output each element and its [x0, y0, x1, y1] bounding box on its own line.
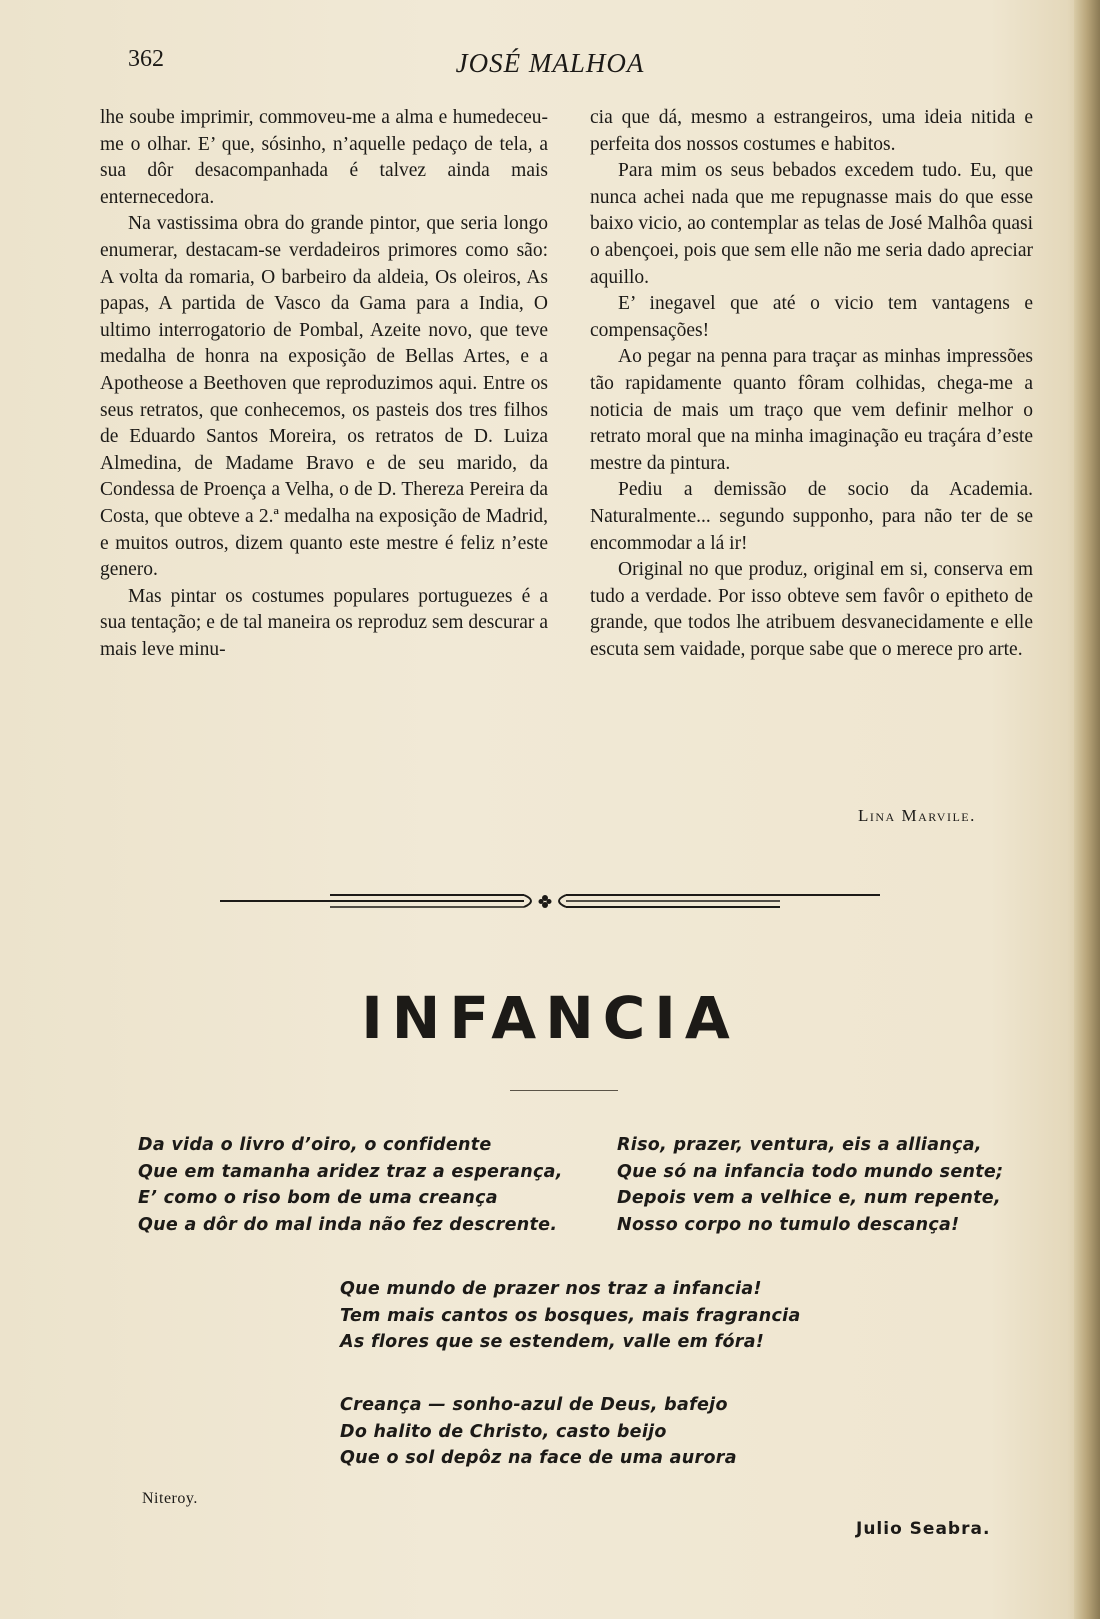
paragraph: Na vastissima obra do grande pintor, que seria longo enumerar, destacam-se verdadeiros primores como são: A volta da romaria, O barbeiro da aldeia, Os oleiros, As papas, A partida de Vasco da Gama para a India, O ultimo interrogatorio de Pombal, Azeite novo, que teve medalha de honra na exposição de Bellas Artes, e a Apotheose a Beethoven que reproduzimos aqui. Entre os seus retratos, que conhecemos, os pasteis dos tres filhos de Eduardo Santos Moreira, os retratos de D. Luiza Almedina, de Madame Bravo e de seu marido, da Condessa de Proença a Velha, o de D. Thereza Pereira da Costa, que obteve a 2.ª medalha na exposição de Madrid, e muitos outros, dizem quanto este mestre é feliz n’este genero.: [100, 213, 548, 581]
poem-line: As flores que se estendem, valle em fóra!: [340, 1332, 765, 1352]
poem-line: Creança — sonho-azul de Deus, bafejo: [340, 1395, 728, 1415]
poem-line: Que a dôr do mal inda não fez descrente.: [138, 1214, 558, 1235]
poem-line: E’ como o riso bom de uma creança: [138, 1188, 498, 1208]
poem-title: INFANCIA: [361, 984, 739, 1052]
paragraph: Original no que produz, original em si, conserva em tudo a verdade. Por isso obteve sem favôr o epitheto de grande, que todos lhe atribuem desvanecidamente e elle escuta sem vaidade, porque sabe que o merece pro arte.: [590, 559, 1033, 660]
poem-line: Do halito de Christo, casto beijo: [340, 1421, 667, 1442]
paragraph: Pediu a demissão de socio da Academia. Naturalmente... segundo supponho, para não ter de se encommodar a lá ir!: [590, 479, 1033, 554]
poem-line: Da vida o livro d’oiro, o confidente: [138, 1135, 492, 1155]
decorative-divider-icon: [220, 890, 910, 914]
poem-line: Que só na infancia todo mundo sente;: [617, 1161, 1004, 1182]
poem-stanza: [138, 1132, 563, 1238]
paragraph: lhe soube imprimir, commoveu-me a alma e humedeceu-me o olhar. E’ que, sósinho, n’aquelle pedaço de tela, a sua dôr desacompanhada é talvez ainda mais enternecedora.: [100, 107, 548, 208]
poem-author: Julio Seabra.: [856, 1519, 991, 1539]
article-left-column: [100, 105, 548, 663]
poem-line: Tem mais cantos os bosques, mais fragrancia: [340, 1305, 801, 1326]
book-spine-edge: [1074, 0, 1100, 1619]
paragraph: cia que dá, mesmo a estrangeiros, uma ideia nitida e perfeita dos nossos costumes e habitos.: [590, 107, 1033, 155]
article-signature: Lina Marvile.: [858, 806, 976, 825]
page-number: 362: [128, 46, 164, 72]
poem-stanza: [617, 1132, 1003, 1238]
paragraph: Mas pintar os costumes populares portuguezes é a sua tentação; e de tal maneira os reproduz sem descurar a mais leve minu-: [100, 585, 548, 660]
poem-stanza: [340, 1392, 737, 1472]
poem-line: Riso, prazer, ventura, eis a alliança,: [617, 1135, 982, 1155]
poem-stanza: [340, 1276, 801, 1356]
running-head: JOSÉ MALHOA: [455, 48, 645, 78]
poem-line: Que o sol depôz na face de uma aurora: [340, 1448, 737, 1468]
poem-line: Que mundo de prazer nos traz a infancia!: [340, 1279, 762, 1299]
paragraph: Ao pegar na penna para traçar as minhas impressões tão rapidamente quanto fôram colhidas, chega-me a noticia de mais um traço que vem definir melhor o retrato moral que na minha imaginação eu traçára d’este mestre da pintura.: [590, 346, 1033, 474]
poem-line: Depois vem a velhice e, num repente,: [617, 1188, 1001, 1208]
poem-line: Que em tamanha aridez traz a esperança,: [138, 1161, 563, 1182]
poem-line: Nosso corpo no tumulo descança!: [617, 1214, 960, 1235]
paragraph: E’ inegavel que até o vicio tem vantagens e compensações!: [590, 293, 1033, 341]
title-rule: [510, 1090, 618, 1091]
paragraph: Para mim os seus bebados excedem tudo. Eu, que nunca achei nada que me repugnasse mais do que esse baixo vicio, ao contemplar as telas de José Malhôa quasi o abençoei, pois que sem elle não me seria dado apreciar aquillo.: [590, 160, 1033, 288]
article-right-column: [590, 105, 1033, 663]
poem-place: Niteroy.: [142, 1490, 198, 1507]
